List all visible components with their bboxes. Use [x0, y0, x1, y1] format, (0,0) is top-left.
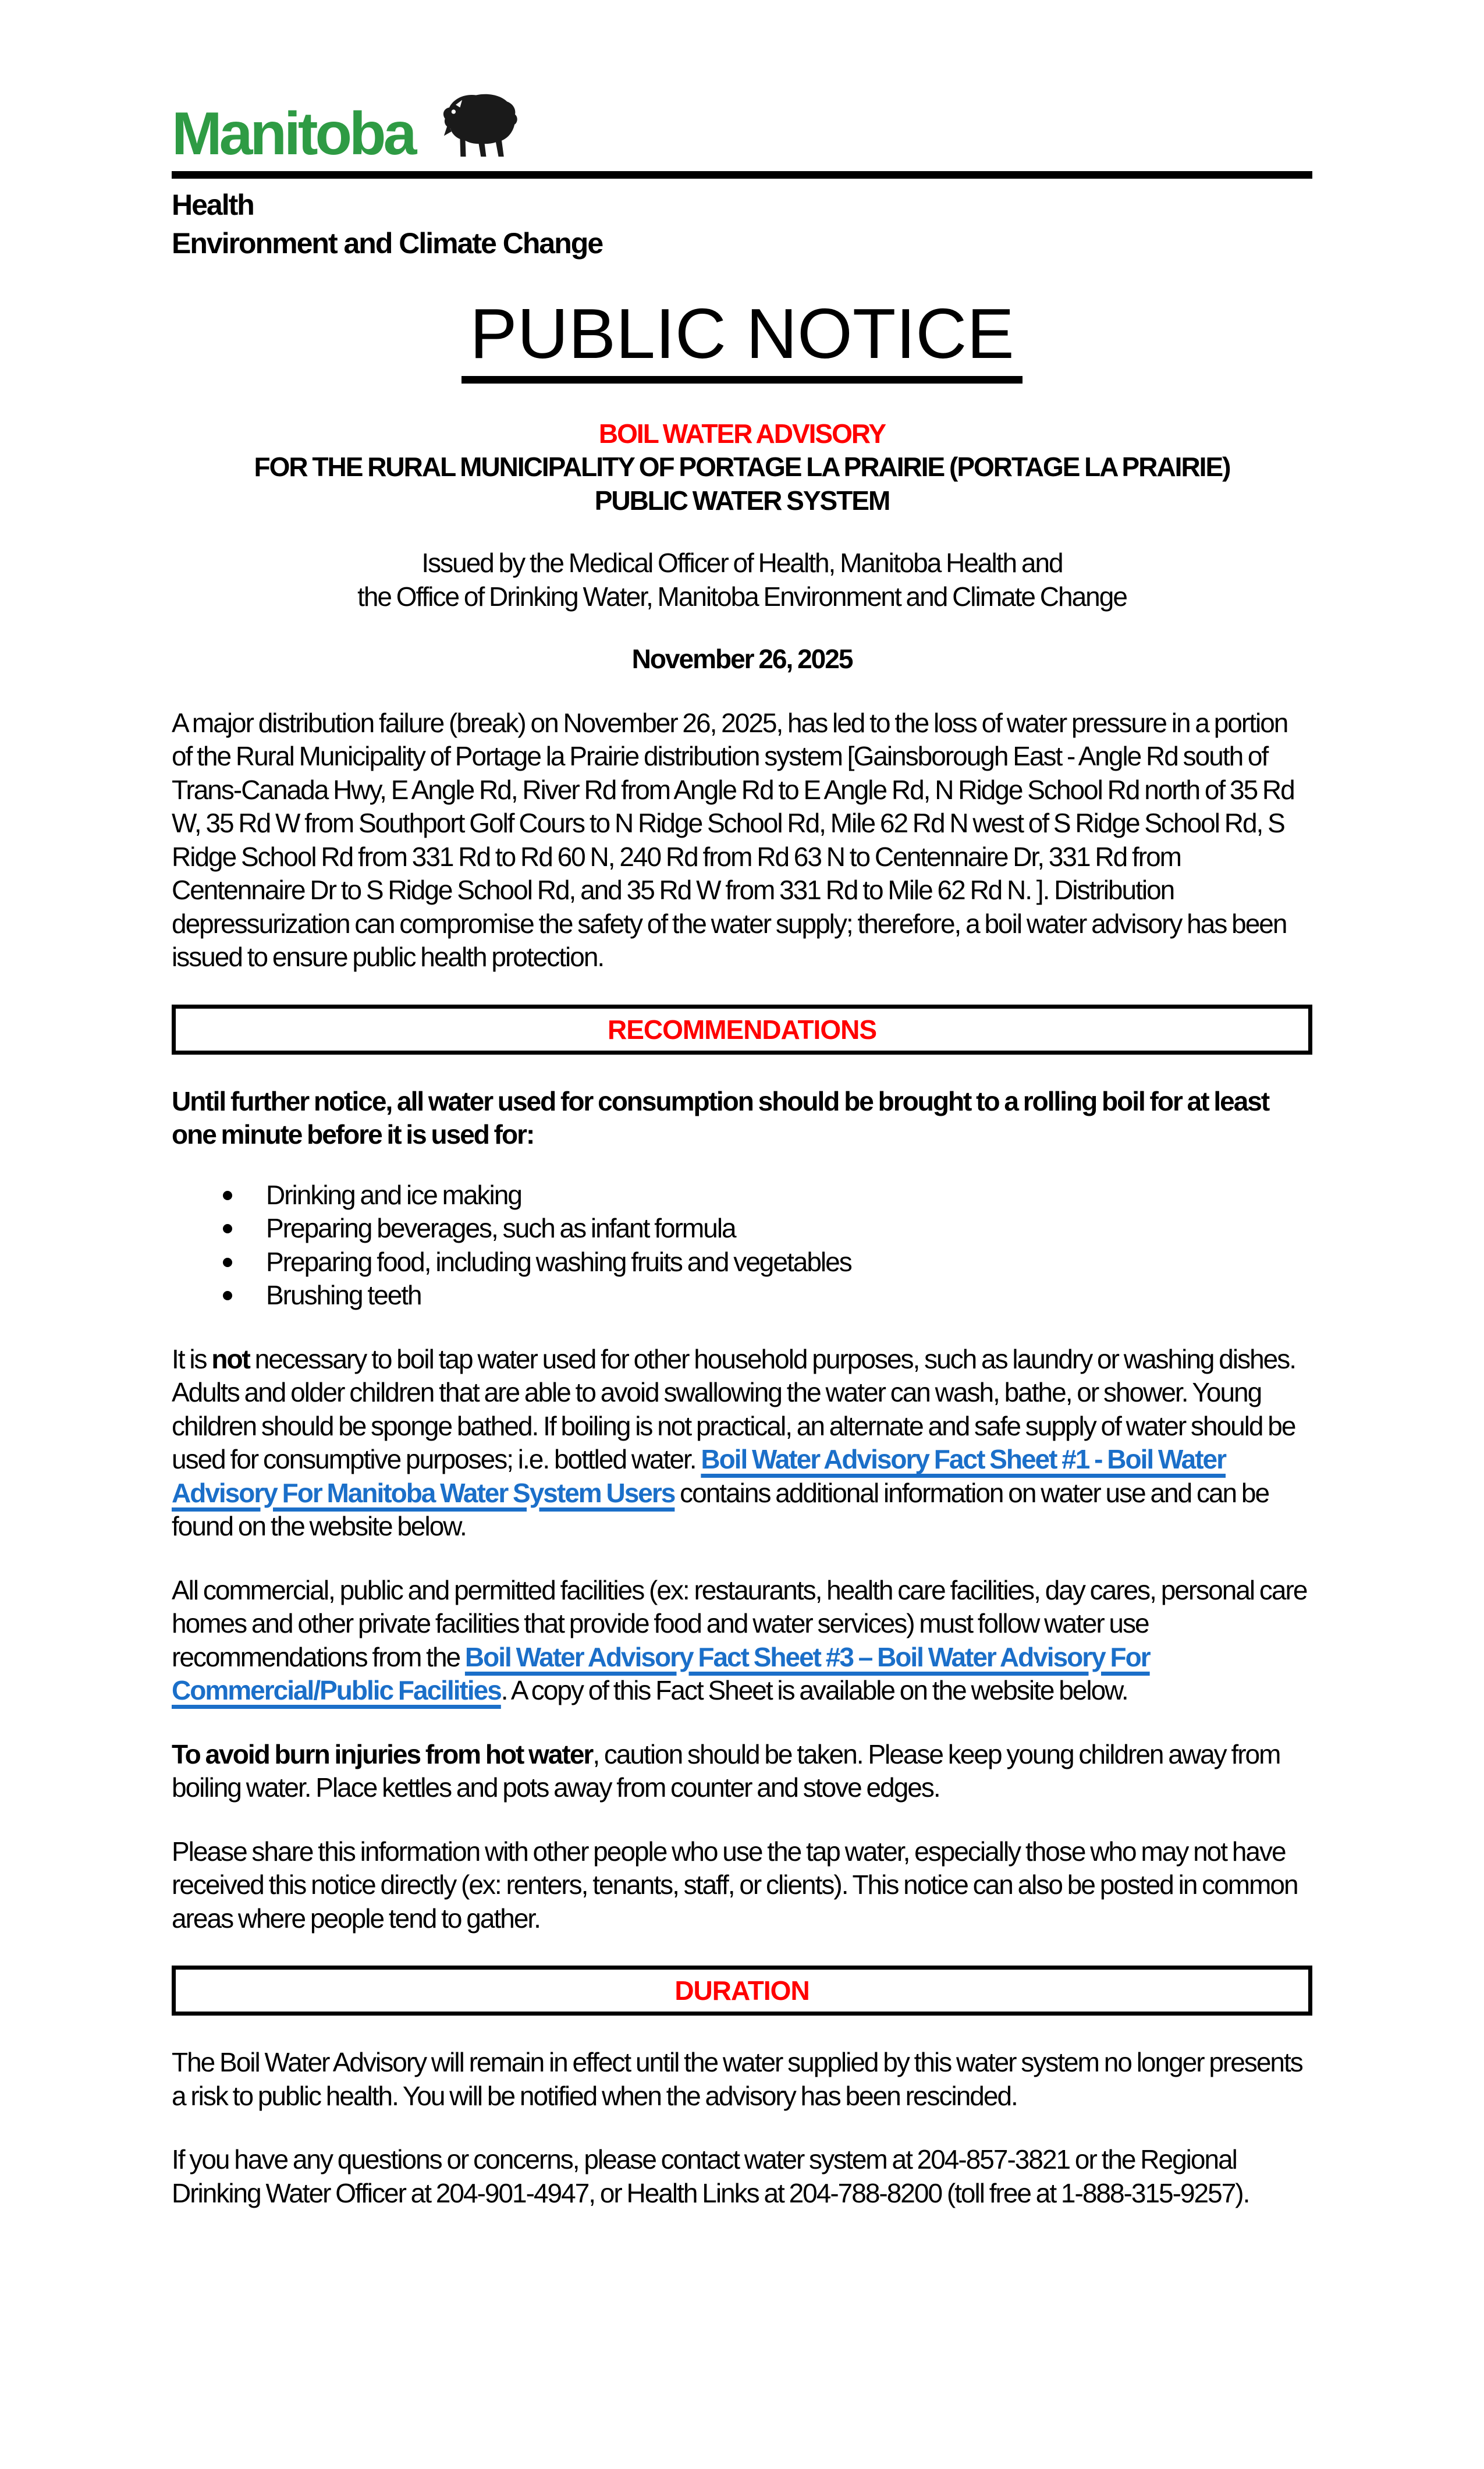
manitoba-logo: [172, 93, 1312, 168]
household-use-paragraph: [172, 1343, 1312, 1544]
page-title: PUBLIC NOTICE: [461, 294, 1023, 384]
advisory-heading: BOIL WATER ADVISORY: [598, 418, 886, 449]
bullet-icon: [223, 1224, 232, 1233]
issued-by-line2: the Office of Drinking Water, Manitoba Environment and Climate Change: [357, 581, 1127, 612]
advisory-subheading-line1: FOR THE RURAL MUNICIPALITY OF PORTAGE LA PRAIRIE (PORTAGE LA PRAIRIE): [254, 452, 1230, 483]
duration-section-box: [172, 1966, 1312, 2016]
issue-date: November 26, 2025: [631, 644, 853, 675]
fact-sheet-3-link[interactable]: Boil Water Advisory Fact Sheet #3 – Boil Water Advisory For Commercial/Public Facilities: [172, 1641, 1150, 1706]
burn-warning-text: , caution should be taken. Please keep young children away from boiling water. Place kettles and pots away from counter and stove edges.: [172, 1739, 1280, 1803]
recommendations-section-box: [172, 1005, 1312, 1055]
list-item: [266, 1246, 1312, 1279]
burn-warning-bold: To avoid burn injuries from hot water: [172, 1739, 593, 1769]
bison-icon: [428, 92, 537, 164]
list-item-label: Preparing food, including washing fruits and vegetables: [266, 1246, 851, 1277]
intro-paragraph: A major distribution failure (break) on November 26, 2025, has led to the loss of water pressure in a portion of the Rural Municipality of Portage la Prairie distribution system [Gainsborough East - Angle Rd south of Trans-Canada Hwy, E Angle Rd, River Rd from Angle Rd to E Angle Rd, N Ridge School Rd north of 35 Rd W, 35 Rd W from Southport Golf Cours to N Ridge School Rd, Mile 62 Rd N west of S Ridge School Rd, S Ridge School Rd from 331 Rd to Rd 60 N, 240 Rd from Rd 63 N to Centennaire Dr, 331 Rd from Centennaire Dr to S Ridge School Rd, and 35 Rd W from 331 Rd to Mile 62 Rd N. ]. Distribution depressurization can compromise the safety of the water supply; therefore, a boil water advisory has been issued to ensure public health protection.: [172, 707, 1294, 973]
list-item: [266, 1179, 1312, 1212]
bullet-icon: [223, 1291, 232, 1300]
household-not-bold: not: [211, 1343, 250, 1374]
list-item-label: Brushing teeth: [266, 1280, 421, 1311]
list-item-label: Preparing beverages, such as infant formula: [266, 1213, 736, 1244]
manitoba-wordmark: Manitoba: [172, 100, 414, 168]
issued-by-line1: Issued by the Medical Officer of Health, Manitoba Health and: [421, 548, 1063, 579]
household-text-1: It is: [172, 1343, 212, 1374]
household-text-2: necessary to boil tap water used for other household purposes, such as laundry or washing dishes. Adults and older children that are able to avoid swallowing the water can wash, bathe, or shower. Young children should be sponge bathed. If boiling is not practical, an alternate and safe supply of water should be used for consumptive purposes; i.e. bottled water.: [172, 1343, 1296, 1475]
advisory-subheading-line2: PUBLIC WATER SYSTEM: [594, 485, 890, 516]
fact-sheet-1-link[interactable]: Boil Water Advisory Fact Sheet #1 - Boil Water Advisory For Manitoba Water System Users: [172, 1444, 1226, 1508]
boil-instruction-paragraph: Until further notice, all water used for consumption should be brought to a rolling boil for at least one minute before it is used for:: [172, 1085, 1269, 1150]
list-item-label: Drinking and ice making: [266, 1179, 521, 1210]
department-environment: Environment and Climate Change: [172, 227, 603, 260]
duration-section-title: DURATION: [674, 1975, 810, 2006]
recommendations-section-title: RECOMMENDATIONS: [607, 1014, 877, 1045]
header-divider-bar: [172, 171, 1312, 179]
facilities-paragraph: [172, 1574, 1312, 1708]
bullet-icon: [223, 1258, 232, 1267]
facilities-text-2: . A copy of this Fact Sheet is available on the website below.: [500, 1675, 1128, 1706]
facilities-text-1: All commercial, public and permitted facilities (ex: restaurants, health care facilities, day cares, personal care homes and other private facilities that provide food and water services) must follow water use recommendations from the: [172, 1574, 1307, 1672]
bullet-icon: [223, 1191, 232, 1200]
list-item: [266, 1279, 1312, 1312]
boil-uses-list: [172, 1179, 1312, 1312]
household-text-3: contains additional information on water use and can be found on the website below.: [172, 1477, 1269, 1542]
department-health: Health: [172, 189, 254, 221]
share-notice-paragraph: Please share this information with other people who use the tap water, especially those who may not have received this notice directly (ex: renters, tenants, staff, or clients). This notice can also be posted in common areas where people tend to gather.: [172, 1836, 1298, 1934]
burn-warning-paragraph: [172, 1738, 1312, 1805]
contact-paragraph: If you have any questions or concerns, please contact water system at 204-857-3821 or the Regional Drinking Water Officer at 204-901-4947, or Health Links at 204-788-8200 (toll free at 1-888-315-9257).: [172, 2144, 1249, 2208]
duration-paragraph: The Boil Water Advisory will remain in effect until the water supplied by this water system no longer presents a risk to public health. You will be notified when the advisory has been rescinded.: [172, 2047, 1302, 2111]
list-item: [266, 1212, 1312, 1246]
